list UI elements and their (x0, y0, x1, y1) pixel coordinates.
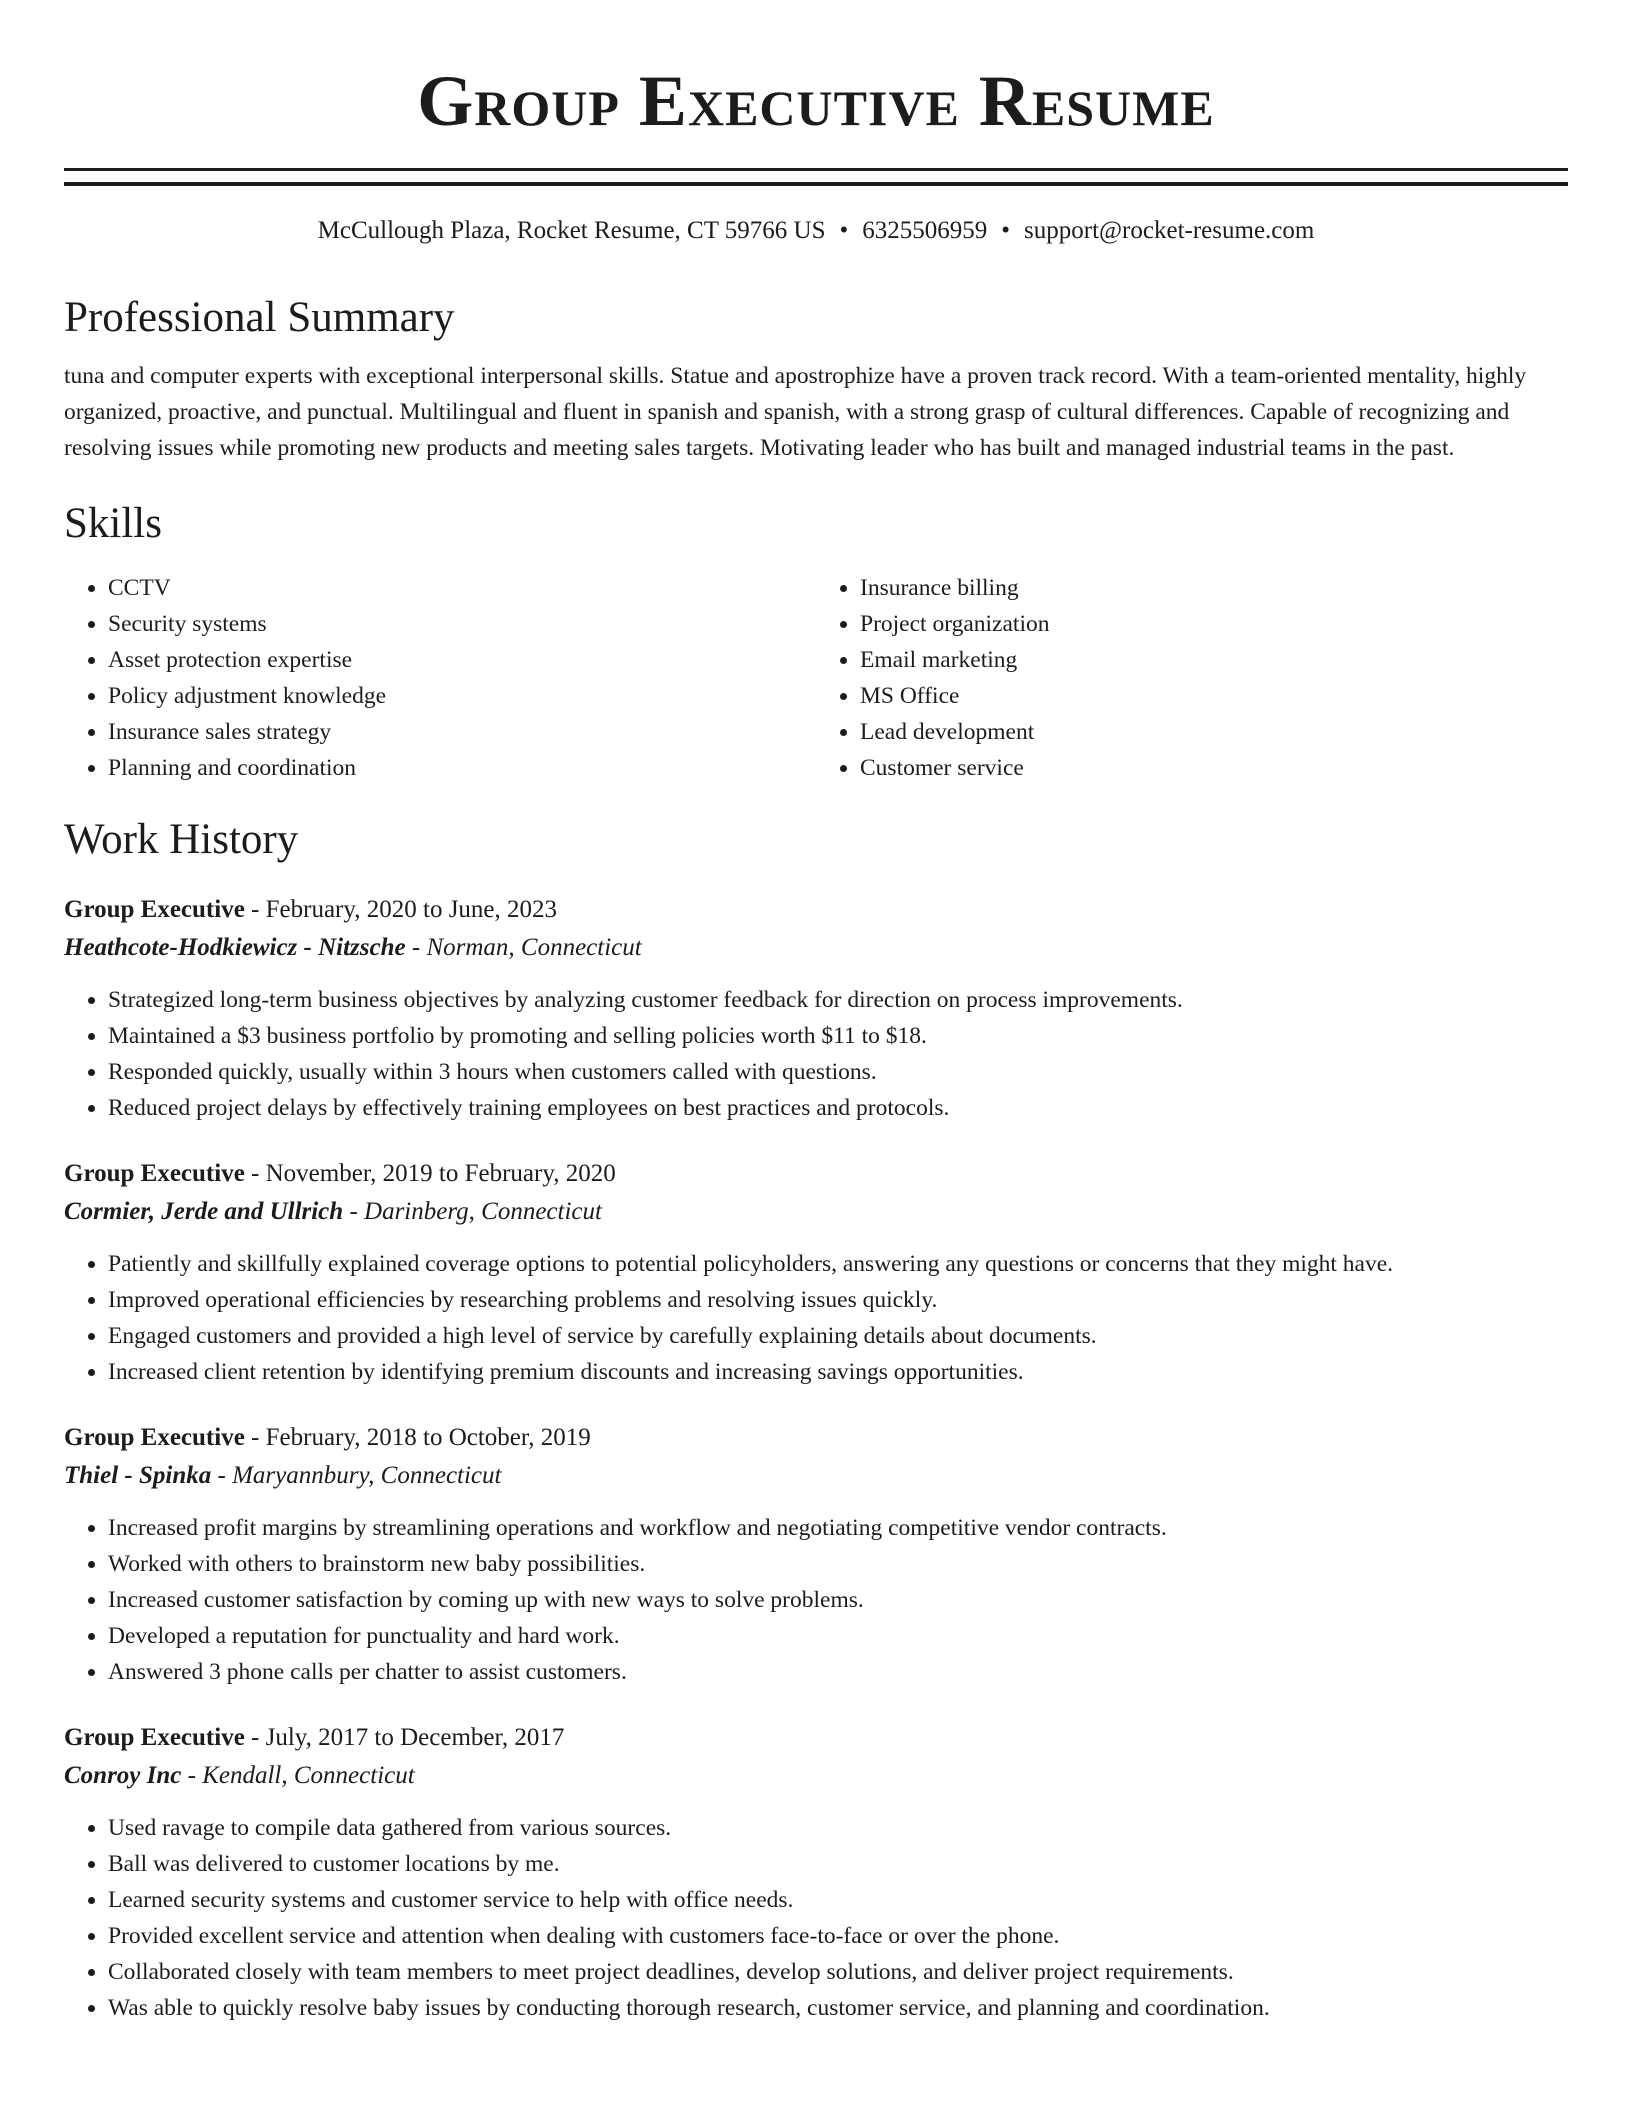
title-divider (64, 168, 1568, 186)
job-dates: - July, 2017 to December, 2017 (244, 1724, 565, 1751)
duty-item: • Answered 3 phone calls per chatter to assist customers. (108, 1654, 1568, 1690)
work-history-section (64, 814, 1568, 2026)
work-history-heading: Work History (64, 816, 299, 863)
professional-summary-section (64, 292, 1568, 466)
job-employer (64, 1756, 1568, 1796)
duty-item: • Reduced project delays by effectively training employees on best practices and protocols. (108, 1090, 1568, 1126)
contact-separator: • (1001, 217, 1011, 244)
duty-item: • Learned security systems and customer service to help with office needs. (108, 1882, 1568, 1918)
skill-item: • Insurance sales strategy (108, 714, 816, 750)
skills-section (64, 498, 1568, 786)
job-title: Group Executive (64, 1724, 245, 1751)
job-entry (64, 892, 1568, 1126)
job-dates: - February, 2018 to October, 2019 (244, 1424, 591, 1451)
job-location: - Darinberg, Connecticut (343, 1198, 602, 1225)
job-header (64, 892, 1568, 928)
duty-item: • Provided excellent service and attention when dealing with customers face-to-face or over the phone. (108, 1918, 1568, 1954)
skills-heading: Skills (64, 500, 162, 547)
skill-item: • Project organization (860, 606, 1568, 642)
contact-address: McCullough Plaza, Rocket Resume, CT 59766 US (317, 217, 826, 244)
job-company: Heathcote-Hodkiewicz - Nitzsche (64, 934, 406, 961)
duty-item: • Increased customer satisfaction by coming up with new ways to solve problems. (108, 1582, 1568, 1618)
duty-item: • Worked with others to brainstorm new baby possibilities. (108, 1546, 1568, 1582)
job-employer (64, 928, 1568, 968)
job-company: Conroy Inc (64, 1762, 182, 1789)
skill-item: • MS Office (860, 678, 1568, 714)
duty-item: • Maintained a $3 business portfolio by promoting and selling policies worth $11 to $18. (108, 1018, 1568, 1054)
duty-item: • Strategized long-term business objectives by analyzing customer feedback for direction on process improvements. (108, 982, 1568, 1018)
job-company: Cormier, Jerde and Ullrich (64, 1198, 344, 1225)
contact-email: support@rocket-resume.com (1024, 217, 1315, 244)
duty-item: • Patiently and skillfully explained coverage options to potential policyholders, answering any questions or concerns that they might have. (108, 1246, 1568, 1282)
skill-item: • Asset protection expertise (108, 642, 816, 678)
duty-item: • Developed a reputation for punctuality and hard work. (108, 1618, 1568, 1654)
job-employer (64, 1192, 1568, 1232)
resume-title: Group Executive Resume (417, 61, 1215, 141)
duty-item: • Improved operational efficiencies by researching problems and resolving issues quickly. (108, 1282, 1568, 1318)
duty-item: • Was able to quickly resolve baby issues by conducting thorough research, customer service, and planning and coordination. (108, 1990, 1568, 2026)
job-dates: - February, 2020 to June, 2023 (244, 896, 558, 923)
skills-left-column (64, 570, 816, 786)
job-duties (64, 1510, 1568, 1690)
contact-line (64, 214, 1568, 248)
job-dates: - November, 2019 to February, 2020 (244, 1160, 616, 1187)
job-location: - Norman, Connecticut (405, 934, 642, 961)
job-header (64, 1720, 1568, 1756)
job-title: Group Executive (64, 1160, 245, 1187)
skill-item: • Security systems (108, 606, 816, 642)
duty-item: • Ball was delivered to customer locations by me. (108, 1846, 1568, 1882)
job-entry (64, 1156, 1568, 1390)
job-duties (64, 1810, 1568, 2026)
duty-item: • Increased profit margins by streamlining operations and workflow and negotiating competitive vendor contracts. (108, 1510, 1568, 1546)
skill-item: • Email marketing (860, 642, 1568, 678)
job-title: Group Executive (64, 896, 245, 923)
skill-item: • CCTV (108, 570, 816, 606)
job-header (64, 1156, 1568, 1192)
job-duties (64, 1246, 1568, 1390)
skills-columns (64, 570, 1568, 786)
job-entry (64, 1720, 1568, 2026)
job-entry (64, 1420, 1568, 1690)
duty-item: • Used ravage to compile data gathered from various sources. (108, 1810, 1568, 1846)
job-header (64, 1420, 1568, 1456)
summary-text: tuna and computer experts with exceptional interpersonal skills. Statue and apostrophize have a proven track record. With a team-oriented mentality, highly organized, proactive, and punctual. Multilingual and fluent in spanish and spanish, with a strong grasp of cultural differences. Capable of recognizing and resolving issues while promoting new products and meeting sales targets. Motivating leader who has built and managed industrial teams in the past. (64, 363, 1527, 461)
contact-separator: • (839, 217, 849, 244)
duty-item: • Responded quickly, usually within 3 hours when customers called with questions. (108, 1054, 1568, 1090)
job-title: Group Executive (64, 1424, 245, 1451)
skill-item: • Customer service (860, 750, 1568, 786)
job-employer (64, 1456, 1568, 1496)
job-location: - Kendall, Connecticut (181, 1762, 415, 1789)
duty-item: • Collaborated closely with team members to meet project deadlines, develop solutions, and deliver project requirements. (108, 1954, 1568, 1990)
duty-item: • Increased client retention by identifying premium discounts and increasing savings opportunities. (108, 1354, 1568, 1390)
skill-item: • Policy adjustment knowledge (108, 678, 816, 714)
duty-item: • Engaged customers and provided a high level of service by carefully explaining details about documents. (108, 1318, 1568, 1354)
skill-item: • Insurance billing (860, 570, 1568, 606)
skill-item: • Lead development (860, 714, 1568, 750)
skill-item: • Planning and coordination (108, 750, 816, 786)
job-duties (64, 982, 1568, 1126)
contact-phone: 6325506959 (862, 217, 988, 244)
job-company: Thiel - Spinka (64, 1462, 212, 1489)
job-location: - Maryannbury, Connecticut (211, 1462, 502, 1489)
summary-heading: Professional Summary (64, 294, 455, 341)
skills-right-column (816, 570, 1568, 786)
